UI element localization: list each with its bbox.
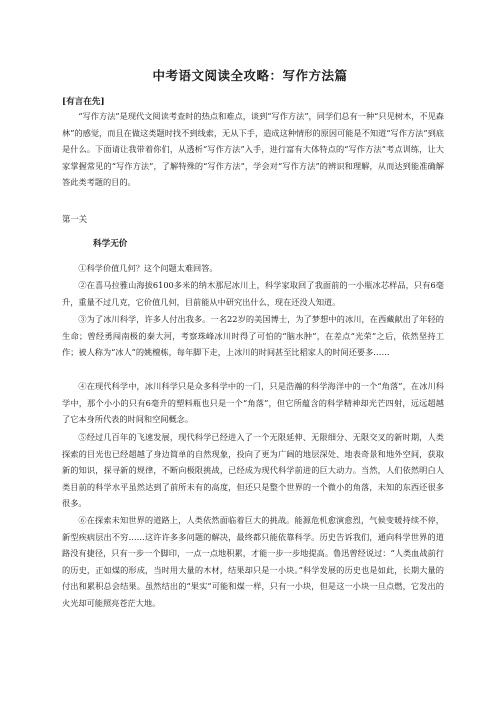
intro-heading: [有言在先]: [62, 97, 105, 107]
paragraph-4: ④在现代科学中，冰川科学只是众多科学中的一门，只是浩瀚的科学海洋中的一个“角落”，在冰川科学中，那个小小的只有6毫升的塑料瓶也只是一个“角落”，但它所蕴含的科学精神却光芒四射，远远超越了它本身所代表的时间和空间概念。: [62, 381, 444, 425]
section-label: 第一关: [62, 214, 88, 224]
paragraph-1: ①科学价值几何？这个问题太难回答。: [78, 263, 218, 273]
paragraph-6: ⑥在探索未知世界的道路上，人类依然面临着巨大的挑战。能源危机愈演愈烈，气候变暖持续不停，新型疾病层出不穷……这许许多多问题的解决，最终都只能依靠科学。历史告诉我们，通向科学世界的道路没有捷径，只有一步一个脚印，一点一点地积累，才能一步一步地提高。鲁迅曾经说过：“人类血战前行的历史，正如煤的形成，当时用大量的木材，结果却只是一小块。”科学发展的历史也是如此，长期大量的付出和累积总会结果。虽然结出的“果实”可能和煤一样，只有一小块，但是这一小块一旦点燃，它发出的火光却可能照亮苍茫大地。: [62, 515, 444, 608]
paragraph-3: ③为了冰川科学，许多人付出我多。一名22岁的美国博士，为了梦想中的冰川，在西藏献出了年轻的生命；曾经勇闯南极的秦大河，考察珠峰冰川时得了可怕的“脑水肿”，在差点“光荣”之后，依然坚持工作；被人称为“冰人”的姚檀栋，每年脚下走，上冰川的时间甚至比稻家人的时间还要多……: [62, 314, 444, 358]
document-title: 中考语文阅读全攻略：写作方法篇: [152, 68, 348, 83]
subsection-title: 科学无价: [93, 239, 128, 249]
paragraph-2: ②在喜马拉雅山海拔6100多米的纳木那尼冰川上，科学家取回了我面前的一小瓶冰芯样品，只有6毫升，重量不过几克，它价值几何，目前能从中研究出什么，现在还没人知道。: [62, 280, 444, 307]
intro-paragraph: “写作方法”是现代文阅读考查时的热点和难点，谈到“写作方法”，同学们总有一种“只见树木，不见森林”的感觉，而且在做这类题时找不到线索，无从下手，造成这种情形的原因可能是不知道“写作方法”到底是什么。下面请让我带着你们，从透析“写作方法”入手，进行富有大体特点的“写作方法”考点训练，让大家掌握常见的“写作方法”，了解特殊的“写作方法”，学会对“写作方法”的辨识和理解，从而达到能准确解答此类考题的目的。: [62, 111, 444, 188]
paragraph-5: ⑤经过几百年的飞速发展，现代科学已经进入了一个无限延伸、无限细分、无限交叉的新时期，人类探索的目光也已经超越了身边简单的自然现象，投向了更为广阔的地层深处、地表奇景和地外空间，获取新的知识，探寻新的规律，不断向极限挑战，已经成为现代科学前进的巨大动力。当然，人们依然明白人类目前的科学水平虽然达到了前所未有的高度，但还只是整个世界的一个微小的角落，未知的东西还很多很多。: [62, 432, 444, 509]
